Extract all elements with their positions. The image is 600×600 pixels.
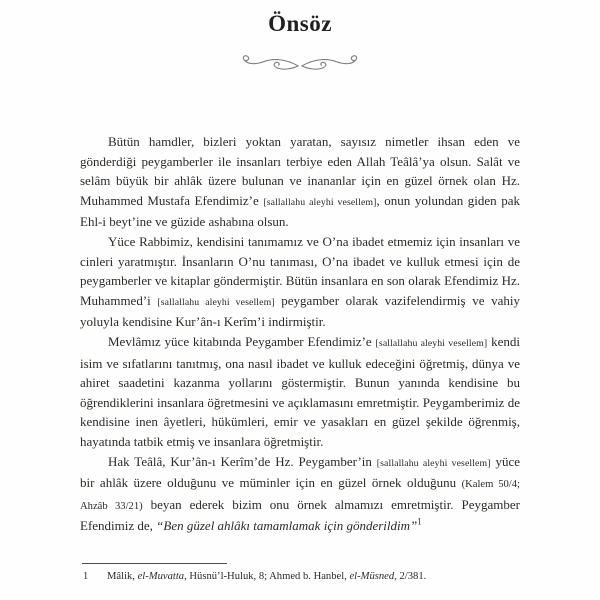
paragraph-3 [80, 332, 520, 452]
honorific-small-text: [sallallahu aleyhi vesellem] [263, 196, 377, 208]
honorific-small-text: [sallallahu aleyhi vesellem] [376, 457, 491, 469]
text-segment: beyan ederek bizim onu örnek almamızı emretmiştir. Peygamber Efendimiz de, [80, 496, 520, 534]
text-segment: Hak Teâlâ, Kur’ân-ı Kerîm’de Hz. Peygamber’in [108, 453, 377, 469]
text-segment: , Hüsnü’l-Huluk, 8; Ahmed b. Hanbel, [184, 571, 350, 582]
ornament-container [80, 52, 520, 78]
text-segment: Bütün hamdler, bizleri yoktan yaratan, sayısız nimetler ihsan eden ve gönderdiği peygamberler ile insanları terbiye eden Allah Teâlâ’ya olsun. Salât ve selâm büyük bir ahlâk üzere bulunan ve inananlar için en güzel örnek olan Hz. Muhammed Mustafa Efendimiz’e [80, 134, 520, 208]
honorific-small-text: [sallallahu aleyhi vesellem] [157, 296, 275, 308]
footnote [80, 570, 520, 584]
footnote-block [80, 563, 520, 584]
text-segment: Yüce Rabbimiz, kendisini tanımamız ve O’na ibadet etmemiz için insanları ve cinleri yaratmıştır. İnsanların O’nu tanıması, O’na ibadet ve kulluk etmesi için de peygamberler ve kitaplar göndermiştir. Bütün insanlara en son olarak Efendimiz Hz. Muhammed’i [80, 233, 520, 308]
footnote-marker: 1 [417, 516, 422, 527]
text-segment: peygamber olarak vazifelendirmiş ve vahiy yoluyla kendisine Kur’ân-ı Kerîm’i indirmiştir. [80, 292, 520, 330]
body-text [80, 132, 520, 536]
footnote-text [107, 570, 426, 584]
text-segment: yüce bir ahlâk üzere olduğunu ve müminler için en güzel örnek olduğunu [80, 453, 520, 491]
book-title-italic: el-Müsned [349, 571, 395, 582]
verse-reference: (Kalem 50/4; Ahzâb 33/21) [80, 479, 520, 512]
footnote-rule [82, 563, 227, 564]
text-segment: , onun yolundan giden pak Ehl-i beyt’ine ve güzide ashabına olsun. [80, 192, 520, 230]
calligraphic-flourish-icon [236, 52, 364, 78]
paragraph-1 [80, 132, 520, 232]
text-segment: Mâlik, [107, 571, 138, 582]
text-segment: , 2/381. [394, 571, 427, 582]
paragraph-4 [80, 452, 520, 536]
book-title-italic: el-Muvatta [137, 571, 185, 582]
hadith-quote: “Ben güzel ahlâkı tamamlamak için gönderildim” [156, 518, 418, 534]
text-segment: Mevlâmız yüce kitabında Peygamber Efendimiz’e [108, 333, 376, 349]
text-segment: kendi isim ve sıfatlarını tanıtmış, ona nasıl ibadet ve kulluk edeceğini öğretmiş, dünya ve ahiret saadetini kazanma yollarını göstermiştir. Bunun yanında kendisine bu öğrendiklerini insanlara öğretmesini ve açıklamasını emretmiştir. Peygamberimiz de kendisine inen âyetleri, hükümleri, emir ve yasakları en güzel şekilde öğrenmiş, hayatında tatbik etmiş ve insanlara öğretmiştir. [80, 333, 520, 449]
honorific-small-text: [sallallahu aleyhi vesellem] [375, 337, 488, 349]
chapter-title: Önsöz [268, 11, 332, 36]
paragraph-2 [80, 232, 520, 332]
footnote-number: 1 [83, 571, 89, 582]
